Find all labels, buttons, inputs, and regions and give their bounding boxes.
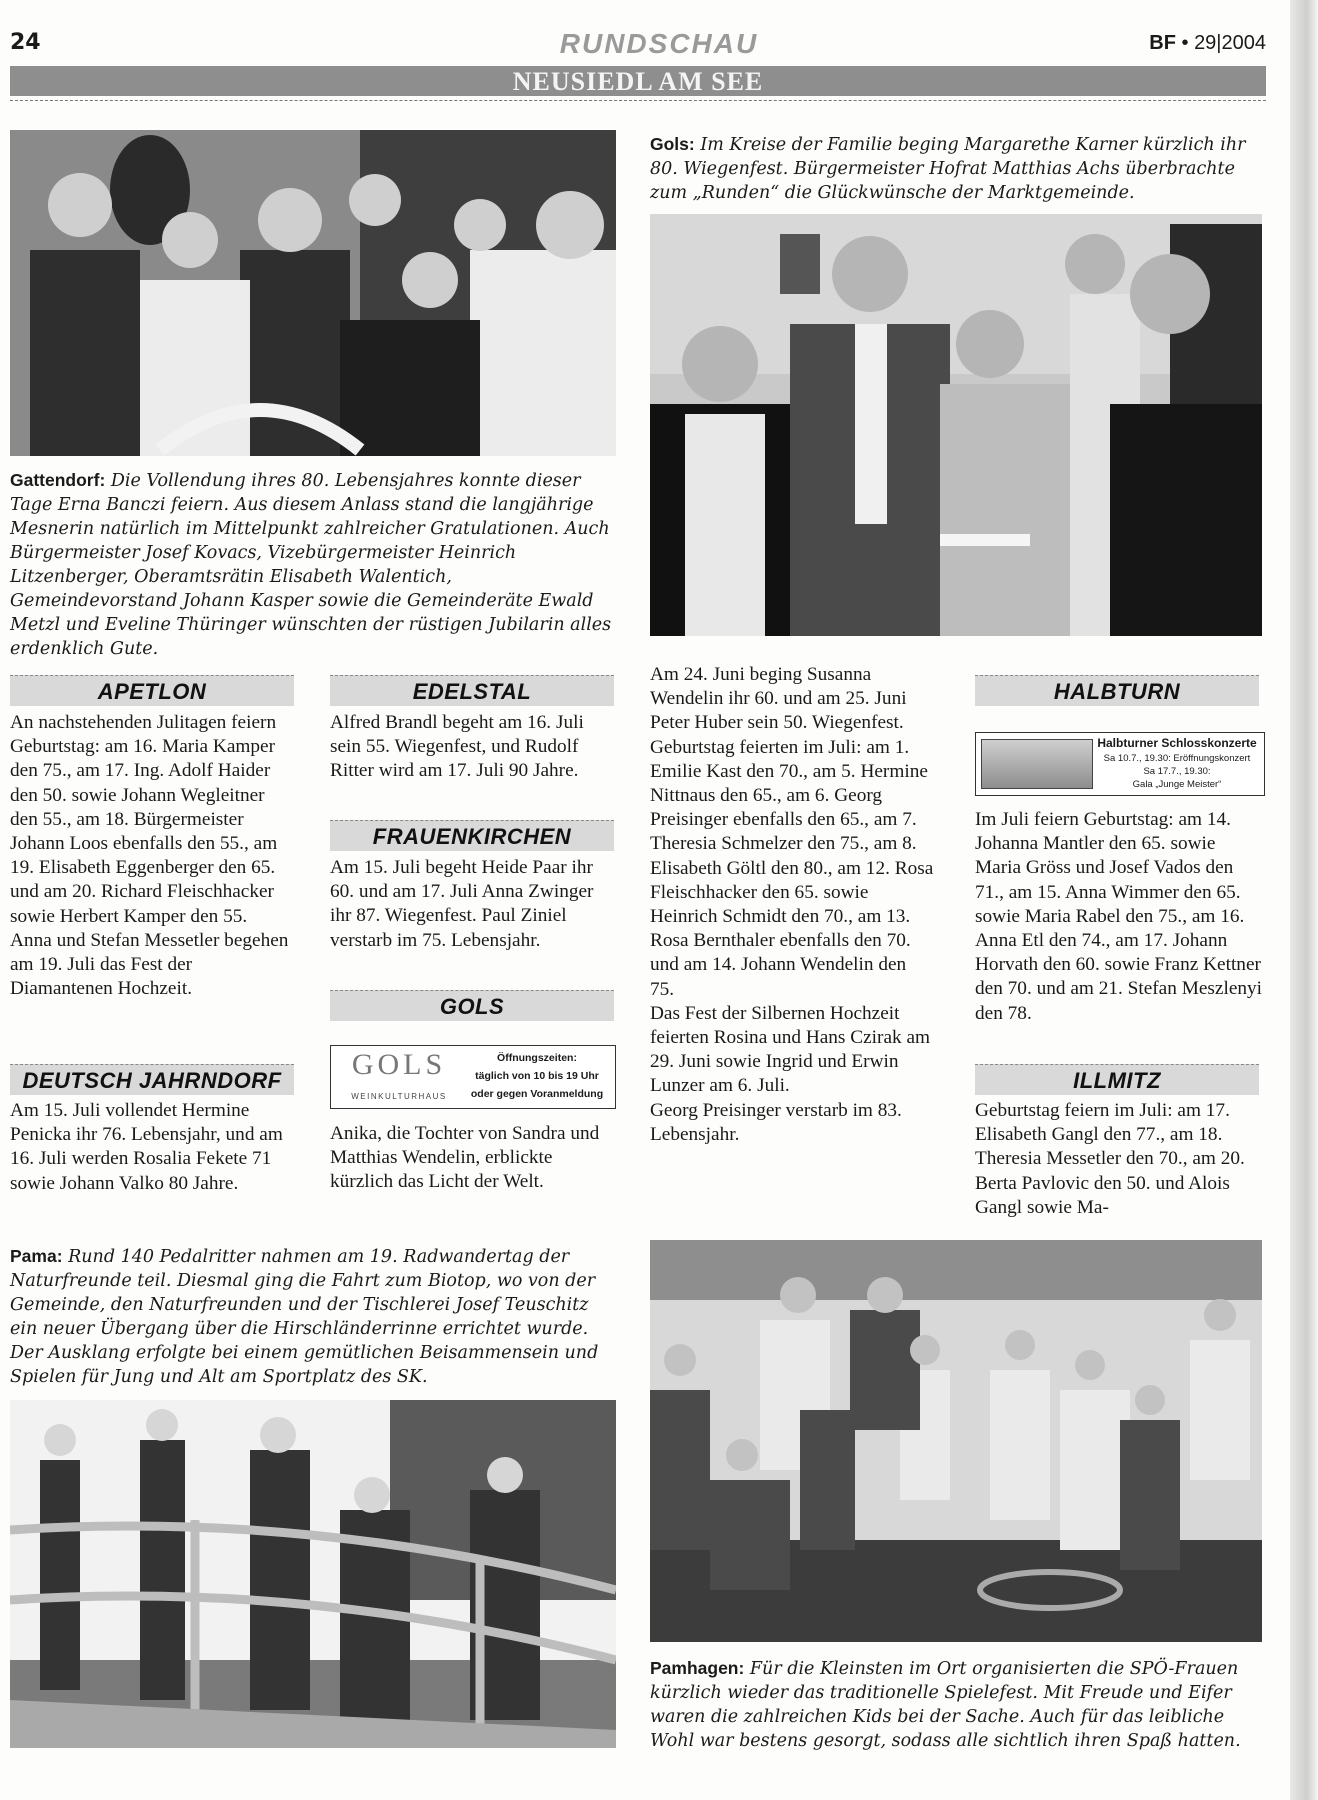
caption-place: Pama: — [10, 1246, 63, 1266]
frauenkirchen-text: Am 15. Juli begeht Heide Paar ihr 60. und am 17. Juli Anna Zwinger ihr 87. Wiegenfest. Paul Ziniel verstarb im 75. Lebensjahr. — [330, 857, 594, 951]
pama-caption — [10, 1244, 616, 1389]
issue-separator: • — [1181, 32, 1189, 54]
gols-weinkulturhaus-ad — [330, 1045, 616, 1109]
gols-caption — [650, 132, 1266, 205]
caption-place: Pamhagen: — [650, 1658, 745, 1678]
edelstal-text: Alfred Brandl begeht am 16. Juli sein 55. Wiegenfest, und Rudolf Ritter wird am 17. Juli 90 Jahre. — [330, 712, 584, 782]
caption-text: Die Vollendung ihres 80. Lebensjahres konnte dieser Tage Erna Banczi feiern. Aus diesem Anlass stand die langjährige Mesnerin natürlich im Mittelpunkt zahlreicher Gratulationen. Auch Bürgermeister Josef Kovacs, Vizebürgermeister Heinrich Litzenberger, Oberamtsrätin Elisabeth Walentich, Gemeindevorstand Johann Kasper sowie die Gemeinderäte Ewald Metzl und Eveline Thüringer wünschten der rüstigen Jubilarin alles erdenklich Gute. — [10, 471, 612, 659]
ad-castle-image — [981, 739, 1093, 789]
page-edge-shadow — [1290, 0, 1318, 1800]
halbturn-concert-ad — [975, 732, 1265, 796]
ad-line-2: Sa 17.7., 19.30: — [1143, 766, 1211, 777]
ad-title: Halbturner Schlosskonzerte — [1097, 736, 1257, 750]
apetlon-birthdays: An nachstehenden Julitagen feiern Geburtstag: am 16. Maria Kamper den 75., am 17. Ing. Adolf Haider den 50. sowie Johann Wegleitner den 55., am 18. Bürgermeister Johann Loos ebenfalls den 55., am 19. Elisabeth Eggenberger den 65. und am 20. Richard Fleischhacker sowie Herbert Kamper den 55. — [10, 712, 278, 927]
page-number: 24 — [10, 30, 41, 55]
caption-text: Rund 140 Pedalritter nahmen am 19. Radwandertag der Naturfreunde teil. Diesmal ging die Fahrt zum Biotop, wo von der Gemeinde, den Naturfreunden und der Tischlerei Josef Teuschitz ein neuer Übergang über die Hirschländerrinne errichtet wurde. Der Ausklang erfolgte bei einem gemütlichen Beisammensein und Spielen für Jung und Alt am Sportplatz des SK. — [10, 1247, 599, 1387]
issue-number: 29|2004 — [1194, 32, 1266, 54]
ad-logo-sub: WEINKULTURHAUS — [351, 1092, 447, 1101]
apetlon-text — [10, 711, 294, 1001]
heading-illmitz: ILLMITZ — [975, 1064, 1259, 1095]
issue-prefix: BF — [1149, 32, 1176, 54]
heading-halbturn: HALBTURN — [975, 675, 1259, 706]
illmitz-text: Geburtstag feiern im Juli: am 17. Elisabeth Gangl den 77., am 18. Theresia Messetler den 70., am 20. Berta Pavlovic den 50. und Alois Gangl sowie Ma- — [975, 1100, 1245, 1218]
issue-info — [1149, 32, 1266, 55]
gattendorf-caption — [10, 468, 616, 661]
heading-deutsch-jahrndorf: DEUTSCH JAHRNDORF — [10, 1064, 294, 1095]
pamhagen-caption — [650, 1656, 1262, 1753]
pama-photo — [10, 1400, 616, 1748]
ad-hours-note: oder gegen Voranmeldung — [470, 1088, 604, 1100]
pamhagen-photo — [650, 1240, 1262, 1642]
caption-place: Gols: — [650, 134, 695, 154]
heading-gols: GOLS — [330, 990, 614, 1021]
gols-obituary: Georg Preisinger verstarb im 83. Lebensjahr. — [650, 1099, 902, 1145]
gols-photo — [650, 214, 1262, 636]
deutsch-jahrndorf-text: Am 15. Juli vollendet Hermine Penicka ihr 76. Lebensjahr, und am 16. Juli werden Rosalia Fekete 71 sowie Johann Valko 80 Jahre. — [10, 1100, 283, 1194]
ad-line-1: Sa 10.7., 19.30: Eröffnungskonzert — [1103, 753, 1251, 764]
region-band: NEUSIEDL AM SEE — [10, 66, 1266, 96]
gols-birth-text: Anika, die Tochter von Sandra und Matthias Wendelin, erblickte kürzlich das Licht der Welt. — [330, 1123, 600, 1193]
ad-hours-title: Öffnungszeiten: — [497, 1052, 577, 1064]
ad-line-3: Gala „Junge Meister“ — [1132, 779, 1222, 790]
gols-continued-text — [650, 663, 934, 1147]
gols-july-birthdays: Geburtstag feierten im Juli: am 1. Emilie Kast den 70., am 5. Hermine Nittnaus den 65., am 6. Georg Preisinger ebenfalls den 65., am 7. Theresia Schmelzer den 75., am 8. Elisabeth Göltl den 80., am 12. Rosa Fleischhacker den 65. sowie Heinrich Schmidt den 70., am 13. Rosa Bernthaler ebenfalls den 70. und am 14. Johann Wendelin den 75. — [650, 736, 934, 1000]
gols-anniversaries: Am 24. Juni beging Susanna Wendelin ihr 60. und am 25. Juni Peter Huber sein 50. Wiegenfest. — [650, 664, 907, 734]
heading-frauenkirchen: FRAUENKIRCHEN — [330, 820, 614, 851]
caption-text: Im Kreise der Familie beging Margarethe Karner kürzlich ihr 80. Wiegenfest. Bürgermeister Hofrat Matthias Achs überbrachte zum „Runden“ die Glückwünsche der Marktgemeinde. — [650, 135, 1246, 203]
caption-place: Gattendorf: — [10, 470, 106, 490]
heading-edelstal: EDELSTAL — [330, 675, 614, 706]
apetlon-anniversary: Anna und Stefan Messetler begehen am 19. Juli das Fest der Diamantenen Hochzeit. — [10, 929, 289, 1000]
section-masthead: RUNDSCHAU — [559, 28, 759, 59]
caption-text: Für die Kleinsten im Ort organisierten die SPÖ-Frauen kürzlich wieder das traditionelle Spielefest. Mit Freude und Eifer waren die zahlreichen Kids bei der Sache. Auch für das leibliche Wohl war bestens gesorgt, sodass alle sichtlich ihren Spaß hatten. — [650, 1659, 1241, 1751]
header-divider — [10, 100, 1266, 101]
halbturn-text: Im Juli feiern Geburtstag: am 14. Johanna Mantler den 65. sowie Maria Gröss und Josef Vados den 71., am 15. Anna Wimmer den 65. sowie Maria Rabel den 75., am 16. Anna Etl den 74., am 17. Johann Horvath den 60. sowie Franz Kettner den 70. und am 21. Stefan Meszlenyi den 78. — [975, 809, 1263, 1024]
ad-hours-line: täglich von 10 bis 19 Uhr — [475, 1070, 599, 1082]
gols-silver-wedding: Das Fest der Silbernen Hochzeit feierten Rosina und Hans Czirak am 29. Juni sowie Ingrid und Erwin Lunzer am 6. Juli. — [650, 1002, 931, 1097]
ad-logo: GOLS — [351, 1048, 447, 1081]
gattendorf-photo — [10, 130, 616, 456]
heading-apetlon: APETLON — [10, 675, 294, 706]
